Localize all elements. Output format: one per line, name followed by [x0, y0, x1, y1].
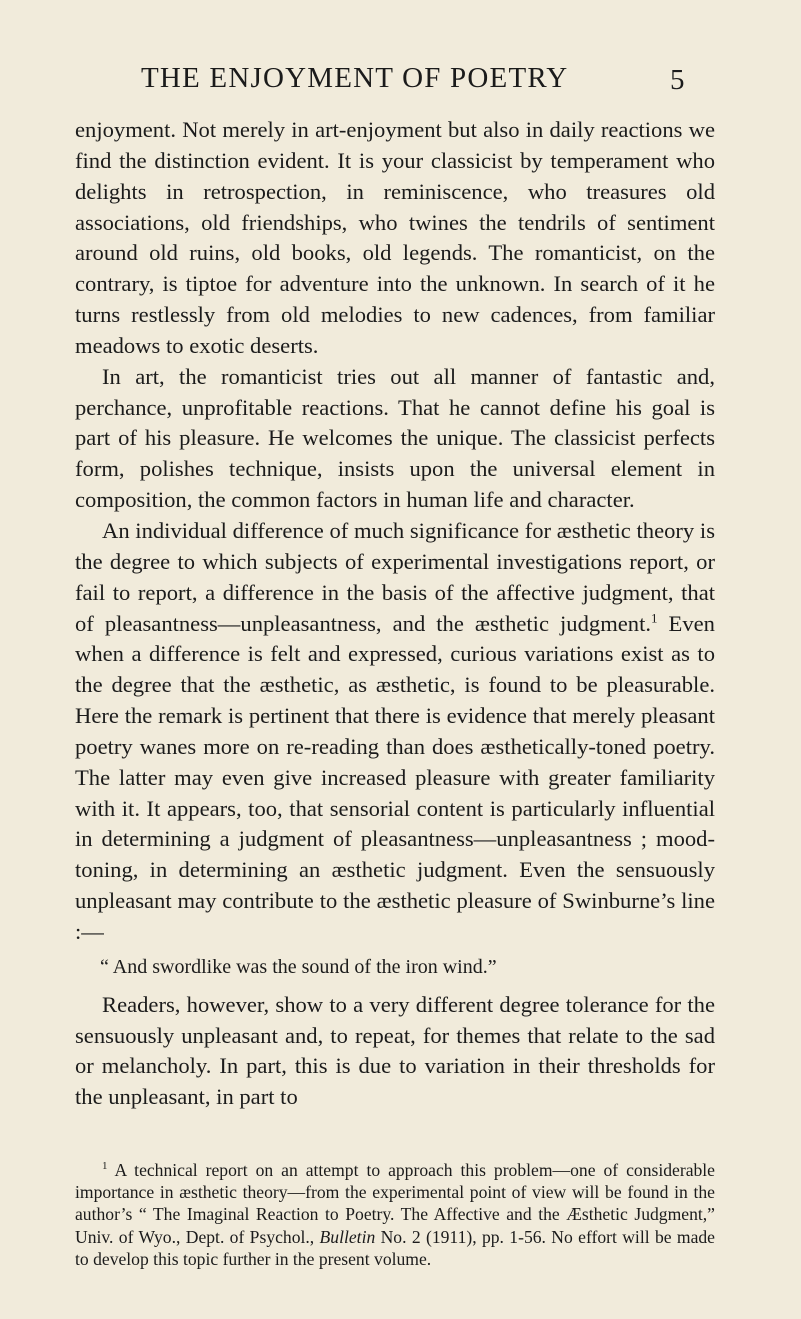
paragraph-3-text-a: An individual difference of much significance for æsthetic theory is the degree to which subjects of experimental investigations report, or fail to report, a difference in the basis of the affective judgment, that of pleasantness—unpleasantness, and the æsthetic judgment. — [75, 517, 715, 636]
paragraph-3-text-b: Even when a difference is felt and expressed, curious variations exist as to the degree that the æsthetic, as æsthetic, is found to be pleasurable. Here the remark is pertinent that there is evidence that merely pleasant poetry wanes more on re-reading than does æsthetically-toned poetry. The latter may even give increased pleasure with greater familiarity with it. It appears, too, that sensorial content is particularly influential in determining a judgment of pleasantness—unpleasantness ; mood-toning, in determining an æsthetic judgment. Even the sensuously unpleasant may contribute to the æsthetic pleasure of Swinburne’s line :— — [75, 610, 715, 944]
quote-line: “ And swordlike was the sound of the iron wind.” — [100, 955, 497, 978]
footnote-text-b: No. 2 (1911), pp. 1-56. No effort will be made to develop this topic further in the present volume. — [75, 1226, 715, 1269]
block-quote — [75, 954, 715, 980]
page-number: 5 — [670, 64, 685, 96]
footnote-text-a: A technical report on an attempt to approach this problem—one of considerable importance in æsthetic theory—from the experimental point of view will be found in the author’s “ The Imaginal Reaction to Poetry. The Affective and the Æsthetic Judgment,” Univ. of Wyo., Dept. of Psychol., — [75, 1160, 715, 1247]
body-text — [75, 115, 715, 1113]
footnote-mark: 1 — [102, 1160, 108, 1173]
paragraph-1: enjoyment. Not merely in art-enjoyment but also in daily reactions we find the distinction evident. It is your classicist by temperament who delights in retrospection, in reminiscence, who treasures old associations, old friendships, who twines the tendrils of sentiment around old ruins, old books, old legends. The romanticist, on the contrary, is tiptoe for adventure into the unknown. In search of it he turns restlessly from old melodies to new cadences, from familiar meadows to exotic deserts. — [75, 117, 715, 358]
paragraph-2: In art, the romanticist tries out all manner of fantastic and, perchance, unprofitable reactions. That he cannot define his goal is part of his pleasure. He welcomes the unique. The classicist perfects form, polishes technique, insists upon the universal element in composition, the common factors in human life and character. — [75, 363, 715, 513]
running-title: THE ENJOYMENT OF POETRY — [141, 62, 569, 94]
footnote — [75, 1159, 715, 1270]
paragraph-3 — [75, 516, 715, 948]
footnote-reference: 1 — [651, 609, 658, 625]
running-head — [0, 62, 801, 102]
footnote-series-title: Bulletin — [319, 1226, 376, 1247]
paragraph-4: Readers, however, show to a very different degree tolerance for the sensuously unpleasant and, to repeat, for themes that relate to the sad or melancholy. In part, this is due to variation in their thresholds for the unpleasant, in part to — [75, 991, 715, 1110]
